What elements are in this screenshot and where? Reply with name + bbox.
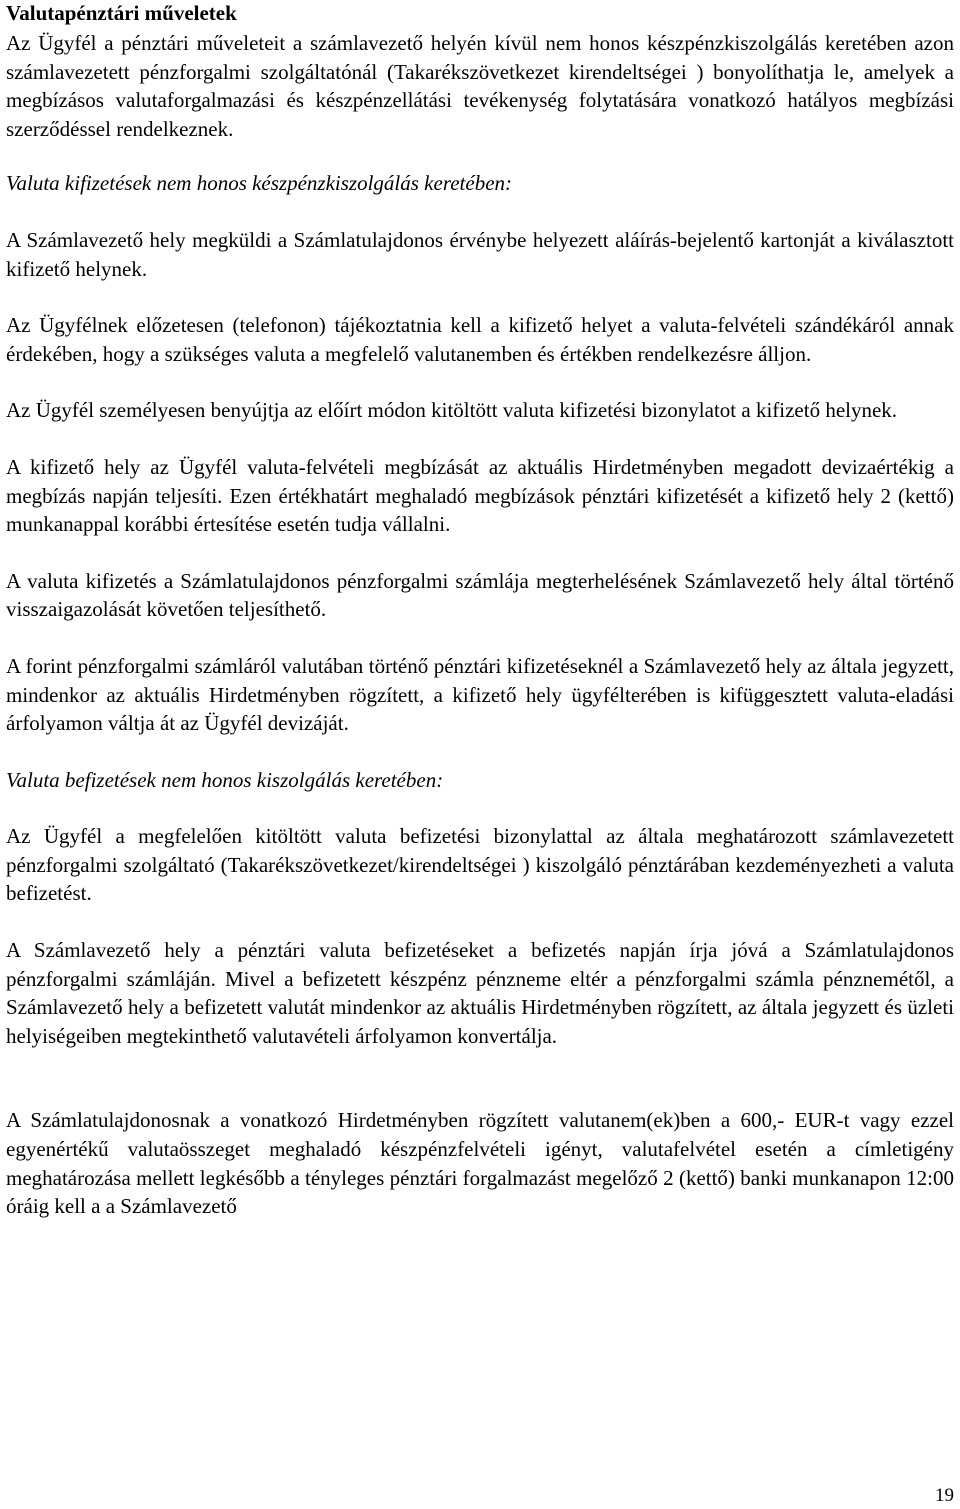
subheading-deposits: Valuta befizetések nem honos kiszolgálás keretében: — [6, 767, 444, 792]
paragraph-confirmation: A valuta kifizetés a Számlatulajdonos pénzforgalmi számlája megterhelésének Számlavezető hely által történő visszaigazolását követően teljesíthető. — [6, 568, 954, 622]
paragraph-intro: Az Ügyfél a pénztári műveleteit a számlavezető helyén kívül nem honos készpénzkiszolgálás keretében azon számlavezetett pénzforgalmi szolgáltatónál (Takarékszövetkezet kirendeltségei ) bonyolíthatja le, amelyek a megbízásos valutaforgalmazási és készpénzellátási tevékenység folytatására vonatkozó hatályos megbízási szerződéssel rendelkeznek. — [6, 31, 954, 141]
paragraph-signature-card: A Számlavezető hely megküldi a Számlatulajdonos érvénybe helyezett aláírás-bejelentő kartonját a kiválasztott kifizető helynek. — [6, 227, 954, 281]
paragraph-deposit-initiation: Az Ügyfél a megfelelően kitöltött valuta befizetési bizonylattal az általa meghatározott számlavezetett pénzforgalmi szolgáltató (Takarékszövetkezet/kirendeltségei ) kiszolgáló pénztárában kezdeményezheti a valuta befizetést. — [6, 824, 954, 906]
subheading-withdrawals: Valuta kifizetések nem honos készpénzkiszolgálás keretében: — [6, 171, 513, 196]
paragraph-notice-requirement: A Számlatulajdonosnak a vonatkozó Hirdetményben rögzített valutanem(ek)ben a 600,- EUR-t vagy ezzel egyenértékű valutaösszeget meghaladó készpénzfelvételi igényt, valutafelvétel esetén a címletigény meghatározása mellett legkésőbb a tényleges pénztári forgalmazást megelőző 2 (kettő) banki munkanapon 12:00 óráig kell a a Számlavezető — [6, 1108, 954, 1219]
paragraph-deposit-crediting: A Számlavezető hely a pénztári valuta befizetéseket a befizetés napján írja jóvá a Számlatulajdonos pénzforgalmi számláján. Mivel a befizetett készpénz pénzneme eltér a pénzforgalmi számla pénznemétől, a Számlavezető hely a befizetett valutát mindenkor az aktuális Hirdetményben rögzített, az általa jegyzett és üzleti helyiségeiben megtekinthető valutavételi árfolyamon konvertálja. — [6, 938, 954, 1048]
section-heading: Valutapénztári műveletek — [6, 1, 237, 25]
paragraph-advance-notice: Az Ügyfélnek előzetesen (telefonon) tájékoztatnia kell a kifizető helyet a valuta-felvételi szándékáról annak érdekében, hogy a szükséges valuta a megfelelő valutanemben és értékben rendelkezésre álljon. — [6, 313, 954, 366]
document-page — [6, 0, 954, 1221]
page-number: 19 — [935, 1485, 954, 1506]
paragraph-value-limit: A kifizető hely az Ügyfél valuta-felvételi megbízását az aktuális Hirdetményben megadott devizaértékig a megbízás napján teljesíti. Ezen értékhatárt meghaladó megbízások pénztári kifizetését a kifizető hely 2 (kettő) munkanappal korábbi értesítése esetén tudja vállalni. — [6, 454, 954, 537]
paragraph-submit-voucher: Az Ügyfél személyesen benyújtja az előírt módon kitöltött valuta kifizetési bizonylatot a kifizető helynek. — [6, 398, 898, 423]
paragraph-exchange-rate: A forint pénzforgalmi számláról valutában történő pénztári kifizetéseknél a Számlavezető hely az általa jegyzett, mindenkor az aktuális Hirdetményben rögzített, a kifizető hely ügyfélterében is kifüggesztett valuta-eladási árfolyamon váltja át az Ügyfél devizáját. — [6, 653, 954, 736]
